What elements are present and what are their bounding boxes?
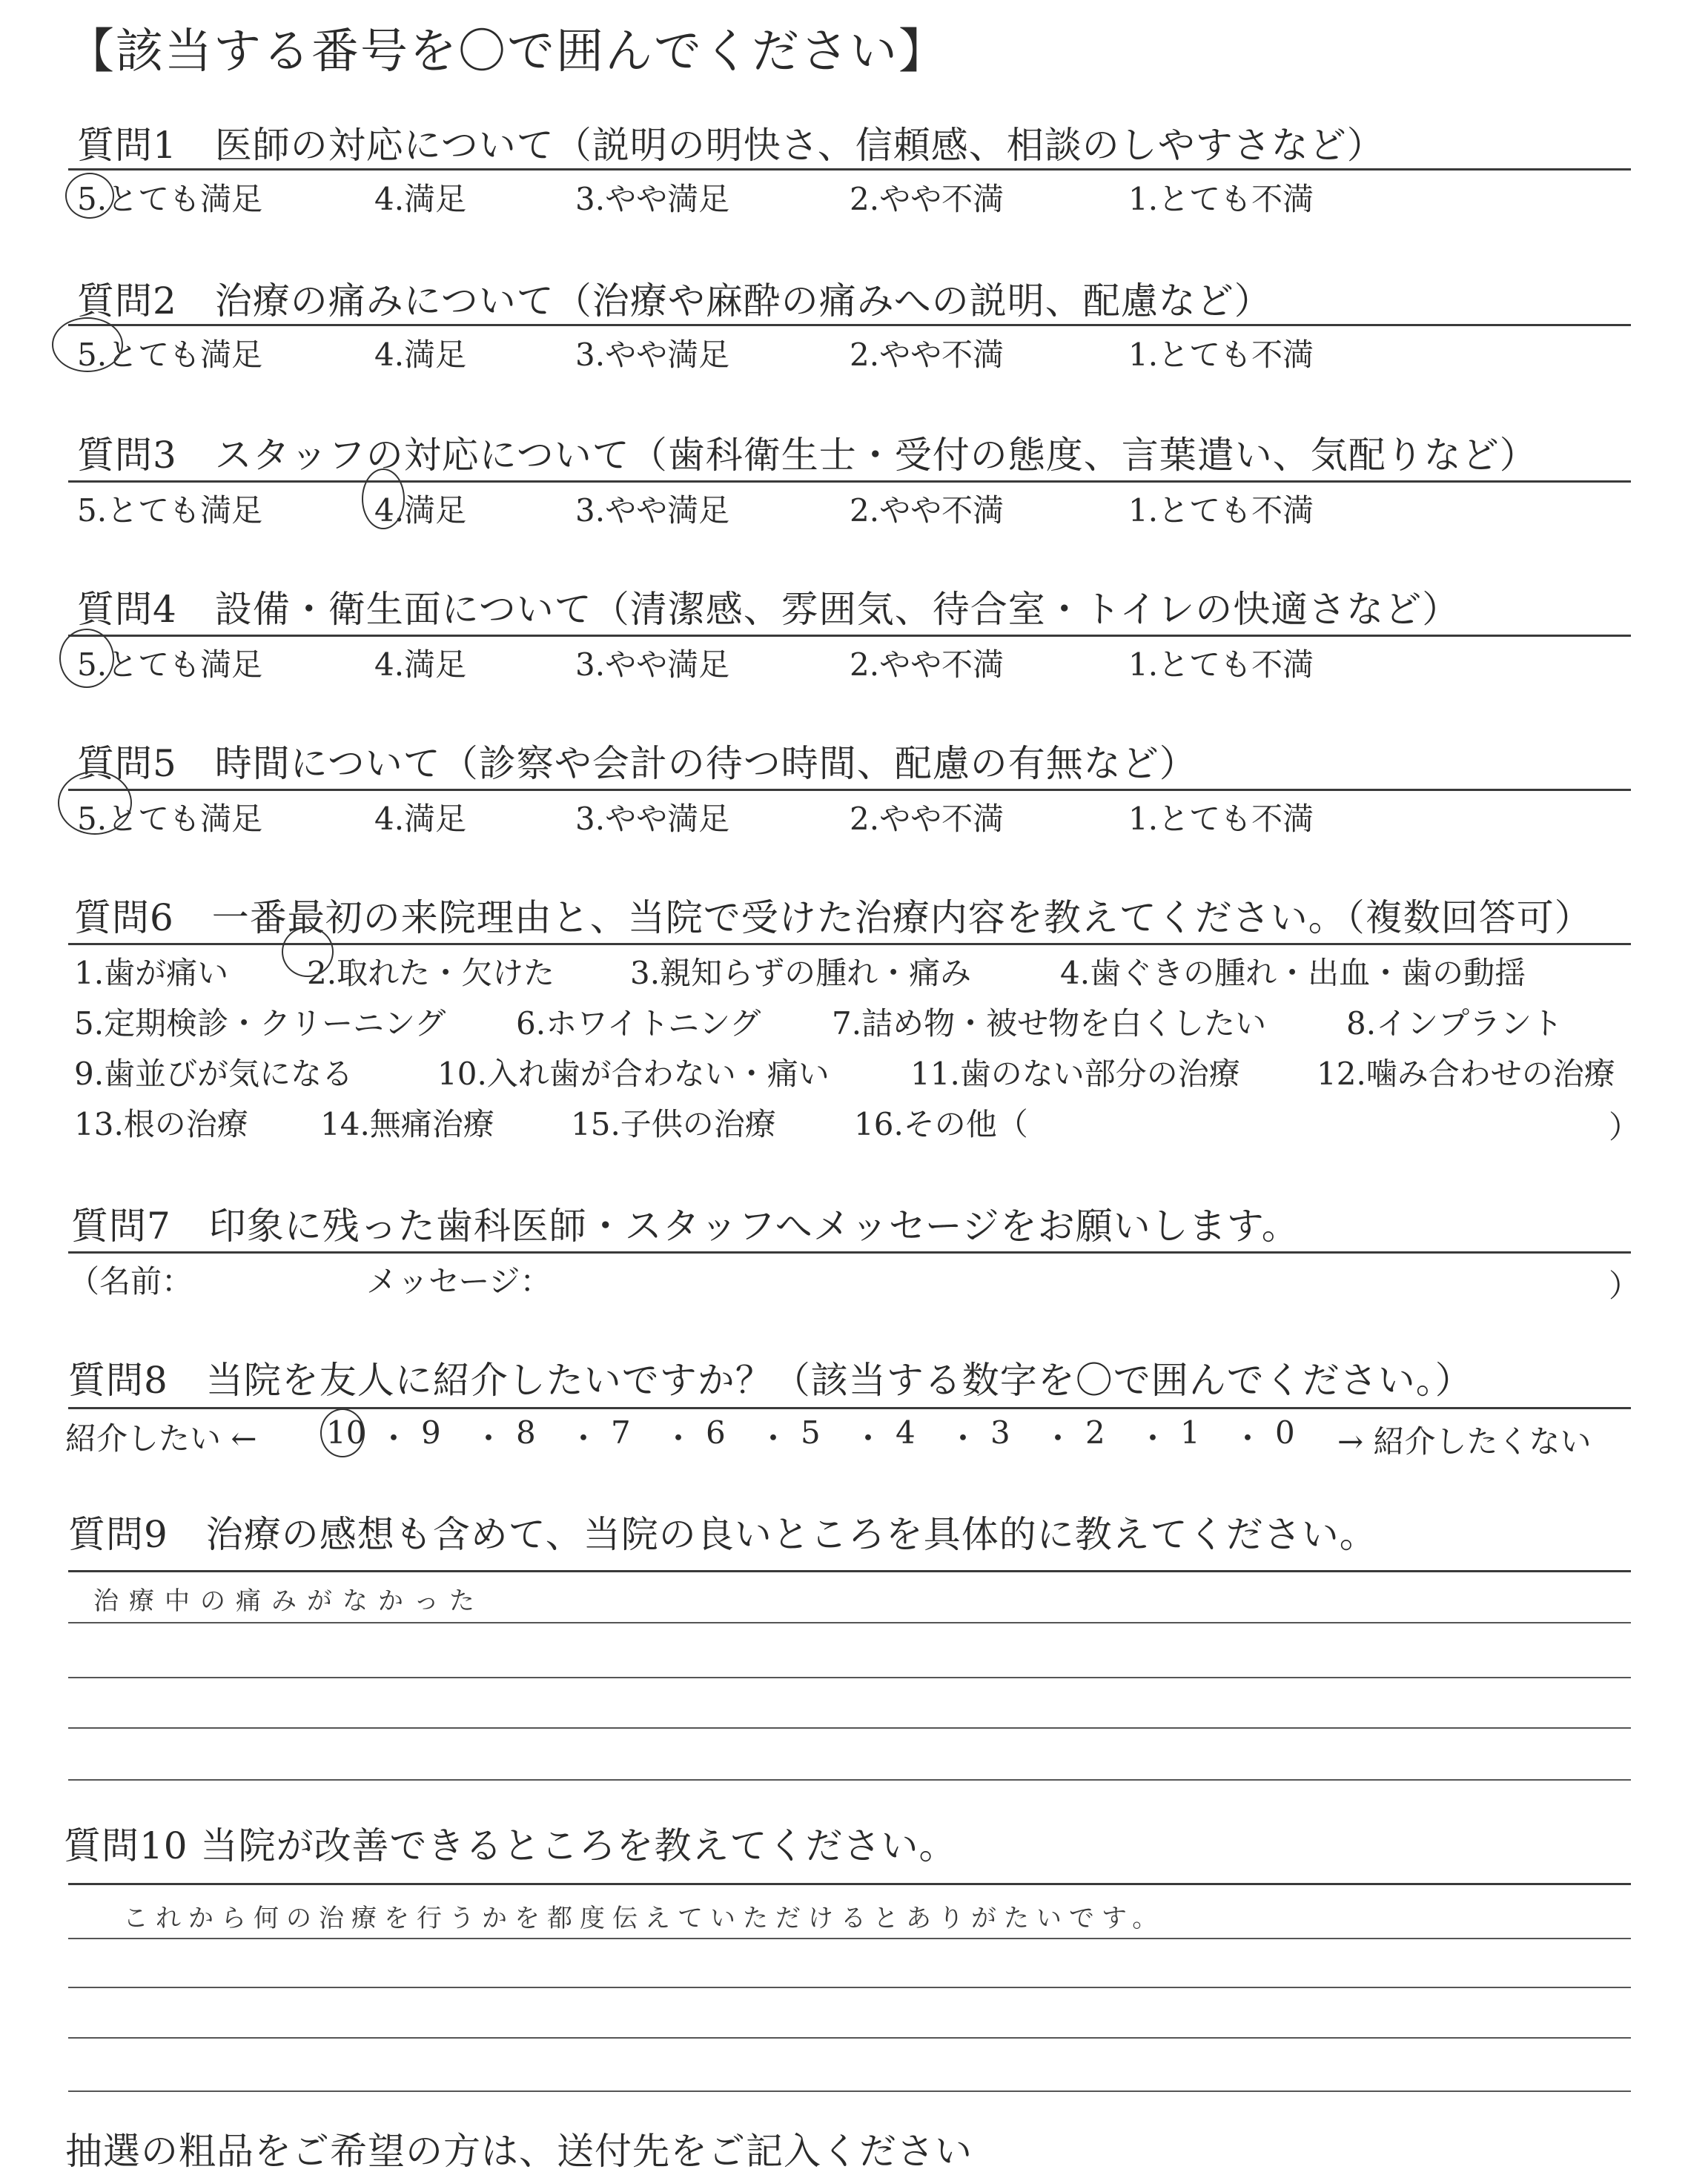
q8-scale-value-3[interactable]: 3	[990, 1414, 1010, 1451]
q6-option-13[interactable]: 13.根の治療	[74, 1106, 248, 1142]
question-9-label: 質問9 治療の感想も含めて、当院の良いところを具体的に教えてください。	[68, 1513, 1377, 1556]
q8-scale-value-6[interactable]: 6	[706, 1414, 726, 1451]
q8-scale-separator: ・	[1137, 1420, 1169, 1457]
q3-option-4[interactable]: 4.満足	[374, 492, 467, 529]
q5-option-1[interactable]: 1.とても不満	[1128, 801, 1314, 837]
q10-writing-line	[68, 2090, 1631, 2092]
q6-option-5[interactable]: 5.定期検診・クリーニング	[74, 1005, 446, 1042]
q10-writing-line	[68, 2037, 1631, 2039]
q7-message-label: メッセージ：	[366, 1263, 552, 1300]
q3-option-5[interactable]: 5.とても満足	[77, 492, 263, 529]
q6-option-11[interactable]: 11.歯のない部分の治療	[910, 1056, 1240, 1092]
q8-scale-separator: ・	[947, 1420, 979, 1457]
question-9-rule	[68, 1570, 1631, 1572]
q6-option-3[interactable]: 3.親知らずの腫れ・痛み	[630, 955, 972, 991]
question-7-label: 質問7 印象に残った歯科医師・スタッフへメッセージをお願いします。	[71, 1205, 1300, 1248]
q8-scale-separator: ・	[853, 1420, 884, 1457]
q1-option-4[interactable]: 4.満足	[374, 181, 467, 217]
q6-option-7[interactable]: 7.詰め物・被せ物を白くしたい	[832, 1005, 1267, 1042]
q8-scale-value-4[interactable]: 4	[896, 1414, 916, 1451]
question-4-label: 質問4 設備・衛生面について（清潔感、雰囲気、待合室・トイレの快適さなど）	[77, 588, 1460, 631]
q10-writing-line	[68, 1938, 1631, 1939]
q3-option-3[interactable]: 3.やや満足	[575, 492, 730, 529]
question-10-label: 質問10 当院が改善できるところを教えてください。	[64, 1824, 957, 1867]
q6-option-9[interactable]: 9.歯並びが気になる	[74, 1056, 354, 1092]
q4-selection-circle	[59, 629, 114, 688]
q9-writing-line	[68, 1779, 1631, 1781]
question-10-rule	[68, 1883, 1631, 1885]
question-1-rule	[68, 168, 1631, 171]
q8-right-label: → 紹介したくない	[1337, 1423, 1592, 1460]
q10-writing-line	[68, 1987, 1631, 1988]
q8-scale-value-10[interactable]: 10	[326, 1414, 366, 1451]
q4-option-4[interactable]: 4.満足	[374, 646, 467, 683]
q8-scale-separator: ・	[663, 1420, 695, 1457]
question-8-label: 質問8 当院を友人に紹介したいですか？（該当する数字を〇で囲んでください。）	[68, 1359, 1473, 1402]
q4-option-5[interactable]: 5.とても満足	[77, 646, 263, 683]
q8-scale-separator: ・	[378, 1420, 410, 1457]
q8-scale-value-8[interactable]: 8	[516, 1414, 536, 1451]
question-6-label: 質問6 一番最初の来院理由と、当院で受けた治療内容を教えてください。（複数回答可）	[74, 896, 1592, 939]
q5-option-3[interactable]: 3.やや満足	[575, 801, 730, 837]
q2-option-4[interactable]: 4.満足	[374, 337, 467, 373]
q8-scale-value-1[interactable]: 1	[1180, 1414, 1200, 1451]
q8-left-label: 紹介したい ←	[65, 1420, 257, 1457]
q8-scale-separator: ・	[1042, 1420, 1074, 1457]
question-1-label: 質問1 医師の対応について（説明の明快さ、信頼感、相談のしやすさなど）	[77, 124, 1385, 167]
q1-option-1[interactable]: 1.とても不満	[1128, 181, 1314, 217]
q2-option-1[interactable]: 1.とても不満	[1128, 337, 1314, 373]
q6-close-paren: ）	[1609, 1109, 1641, 1145]
q3-selection-circle	[362, 469, 405, 529]
q8-scale-value-2[interactable]: 2	[1085, 1414, 1105, 1451]
q7-name-label: （名前：	[68, 1263, 193, 1300]
q1-option-5[interactable]: 5.とても満足	[77, 181, 263, 217]
q1-selection-circle	[65, 173, 114, 219]
q6-option-1[interactable]: 1.歯が痛い	[74, 955, 229, 991]
q8-scale-separator: ・	[1232, 1420, 1264, 1457]
q6-option-4[interactable]: 4.歯ぐきの腫れ・出血・歯の動揺	[1060, 955, 1526, 991]
question-3-rule	[68, 480, 1631, 483]
q6-option-16[interactable]: 16.その他（	[854, 1106, 1028, 1142]
q6-option-10[interactable]: 10.入れ歯が合わない・痛い	[437, 1056, 830, 1092]
q8-scale-value-7[interactable]: 7	[611, 1414, 631, 1451]
footer-note: 抽選の粗品をご希望の方は、送付先をご記入ください	[65, 2130, 973, 2173]
q9-writing-line	[68, 1727, 1631, 1729]
q3-option-2[interactable]: 2.やや不満	[850, 492, 1004, 529]
q9-writing-line	[68, 1622, 1631, 1623]
q7-close-paren: ）	[1609, 1268, 1641, 1304]
question-2-label: 質問2 治療の痛みについて（治療や麻酔の痛みへの説明、配慮など）	[77, 279, 1272, 322]
question-2-rule	[68, 324, 1631, 326]
q2-option-5[interactable]: 5.とても満足	[77, 337, 263, 373]
q2-option-2[interactable]: 2.やや不満	[850, 337, 1004, 373]
q9-writing-line	[68, 1677, 1631, 1678]
q2-selection-circle	[52, 317, 123, 372]
q4-option-3[interactable]: 3.やや満足	[575, 646, 730, 683]
q5-selection-circle	[58, 771, 132, 835]
q6-option-2[interactable]: 2.取れた・欠けた	[307, 955, 555, 991]
q6-selection-circle	[282, 927, 334, 977]
question-5-label: 質問5 時間について（診察や会計の待つ時間、配慮の有無など）	[77, 742, 1197, 785]
q6-option-14[interactable]: 14.無痛治療	[320, 1106, 494, 1142]
q3-option-1[interactable]: 1.とても不満	[1128, 492, 1314, 529]
q8-selection-circle	[320, 1408, 365, 1457]
q8-scale-value-5[interactable]: 5	[801, 1414, 821, 1451]
question-3-label: 質問3 スタッフの対応について（歯科衛生士・受付の態度、言葉遣い、気配りなど）	[77, 434, 1537, 477]
q8-scale-value-9[interactable]: 9	[421, 1414, 441, 1451]
q8-scale-separator: ・	[568, 1420, 600, 1457]
page-title: 【該当する番号を〇で囲んでください】	[67, 24, 947, 79]
q6-option-8[interactable]: 8.インプラント	[1346, 1005, 1563, 1042]
q8-scale-value-0[interactable]: 0	[1275, 1414, 1295, 1451]
question-8-rule	[68, 1407, 1631, 1409]
question-5-rule	[68, 789, 1631, 791]
q5-option-4[interactable]: 4.満足	[374, 801, 467, 837]
q5-option-5[interactable]: 5.とても満足	[77, 801, 263, 837]
question-7-rule	[68, 1251, 1631, 1254]
q6-option-6[interactable]: 6.ホワイトニング	[516, 1005, 761, 1042]
question-4-rule	[68, 635, 1631, 637]
q1-option-3[interactable]: 3.やや満足	[575, 181, 730, 217]
q9-handwritten-answer[interactable]: 治療中の痛みがなかった	[93, 1586, 485, 1616]
q4-option-2[interactable]: 2.やや不満	[850, 646, 1004, 683]
q1-option-2[interactable]: 2.やや不満	[850, 181, 1004, 217]
q6-option-15[interactable]: 15.子供の治療	[571, 1106, 776, 1142]
q10-handwritten-answer[interactable]: これから何の治療を行うかを都度伝えていただけるとありがたいです。	[123, 1904, 1165, 1933]
q4-option-1[interactable]: 1.とても不満	[1128, 646, 1314, 683]
q5-option-2[interactable]: 2.やや不満	[850, 801, 1004, 837]
q2-option-3[interactable]: 3.やや満足	[575, 337, 730, 373]
q8-scale-separator: ・	[758, 1420, 790, 1457]
q6-option-12[interactable]: 12.噛み合わせの治療	[1317, 1056, 1615, 1092]
q8-scale-separator: ・	[473, 1420, 505, 1457]
